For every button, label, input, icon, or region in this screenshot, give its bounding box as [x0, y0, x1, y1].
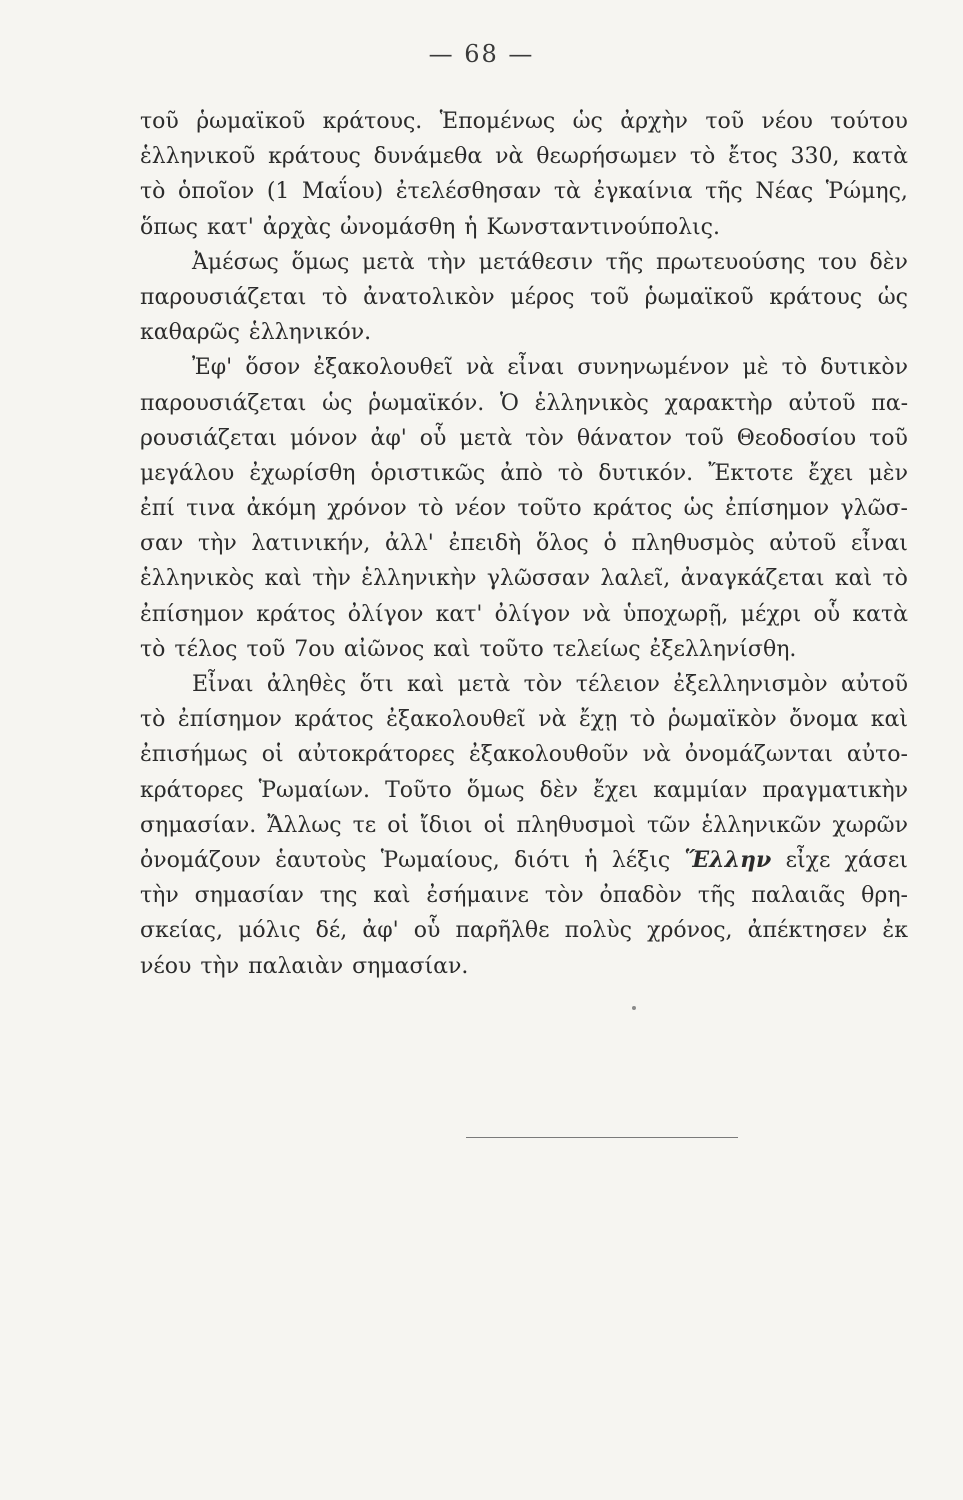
- text-line: σαν τὴν λατινικήν, ἀλλ' ἐπειδὴ ὅλος ὁ πληθυσμὸς αὐτοῦ εἶναι: [140, 531, 908, 557]
- text-line: σημασίαν. Ἄλλως τε οἱ ἴδιοι οἱ πληθυσμοὶ τῶν ἑλληνικῶν χωρῶν: [140, 812, 908, 838]
- text-line: ἐπί τινα ἀκόμη χρόνον τὸ νέον τοῦτο κράτος ὡς ἐπίσημον γλῶσ-: [140, 496, 908, 522]
- text-line: τὴν σημασίαν της καὶ ἐσήμαινε τὸν ὀπαδὸν τῆς παλαιᾶς θρη-: [140, 883, 908, 909]
- text-line: ἐπισήμως οἱ αὐτοκράτορες ἐξακολουθοῦν νὰ ὀνομάζωνται αὐτο-: [140, 742, 908, 768]
- text-line: ἐπίσημον κράτος ὀλίγον κατ' ὀλίγον νὰ ὑποχωρῇ, μέχρι οὗ κατὰ: [140, 601, 908, 627]
- text-line: Εἶναι ἀληθὲς ὅτι καὶ μετὰ τὸν τέλειον ἐξελληνισμὸν αὐτοῦ: [192, 672, 908, 697]
- text-line: ὅπως κατ' ἀρχὰς ὠνομάσθη ἡ Κωνσταντινούπολις.: [140, 214, 720, 240]
- text-line: νέου τὴν παλαιὰν σημασίαν.: [140, 953, 469, 979]
- text-line: μεγάλου ἐχωρίσθη ὁριστικῶς ἀπὸ τὸ δυτικόν. Ἔκτοτε ἔχει μὲν: [140, 460, 908, 486]
- text-line: τοῦ ῥωμαϊκοῦ κράτους. Ἑπομένως ὡς ἀρχὴν τοῦ νέου τούτου: [140, 109, 908, 134]
- text-line: σκείας, μόλις δέ, ἀφ' οὗ παρῆλθε πολὺς χρόνος, ἀπέκτησεν ἐκ: [140, 918, 908, 944]
- text-line: Ἐφ' ὅσον ἐξακολουθεῖ νὰ εἶναι συνηνωμένον μὲ τὸ δυτικὸν: [192, 355, 908, 381]
- text-line: παρουσιάζεται τὸ ἀνατολικὸν μέρος τοῦ ῥωμαϊκοῦ κράτους ὡς: [140, 284, 908, 310]
- body-text: [140, 104, 908, 984]
- text-line: ρουσιάζεται μόνον ἀφ' οὗ μετὰ τὸν θάνατον τοῦ Θεοδοσίου τοῦ: [140, 425, 908, 451]
- text-line: τὸ ἐπίσημον κράτος ἐξακολουθεῖ νὰ ἔχῃ τὸ ῥωμαϊκὸν ὄνομα καὶ: [140, 707, 908, 733]
- text-line: τὸ τέλος τοῦ 7ου αἰῶνος καὶ τοῦτο τελείως ἐξελληνίσθη.: [140, 636, 797, 662]
- text-line: καθαρῶς ἑλληνικόν.: [140, 320, 372, 346]
- text-line: τὸ ὁποῖον (1 Μαΐου) ἐτελέσθησαν τὰ ἐγκαίνια τῆς Νέας Ῥώμης,: [140, 179, 908, 205]
- text-line: ἑλληνικὸς καὶ τὴν ἑλληνικὴν γλῶσσαν λαλεῖ, ἀναγκάζεται καὶ τὸ: [140, 566, 908, 592]
- text-line: κράτορες Ῥωμαίων. Τοῦτο ὅμως δὲν ἔχει καμμίαν πραγματικὴν: [140, 777, 908, 803]
- page-number: — 68 —: [428, 40, 535, 68]
- text-line: ἑλληνικοῦ κράτους δυνάμεθα νὰ θεωρήσωμεν τὸ ἔτος 330, κατὰ: [140, 144, 908, 170]
- footnote-rule: [466, 1137, 738, 1138]
- text-line: ὀνομάζουν ἑαυτοὺς Ῥωμαίους, διότι ἡ λέξις Ἕλλην εἶχε χάσει: [140, 846, 908, 873]
- text-line: Ἀμέσως ὅμως μετὰ τὴν μετάθεσιν τῆς πρωτευούσης του δὲν: [192, 249, 908, 275]
- text-line: παρουσιάζεται ὡς ῥωμαϊκόν. Ὁ ἑλληνικὸς χαρακτὴρ αὐτοῦ πα-: [140, 390, 908, 416]
- speck-mark: [632, 1006, 636, 1010]
